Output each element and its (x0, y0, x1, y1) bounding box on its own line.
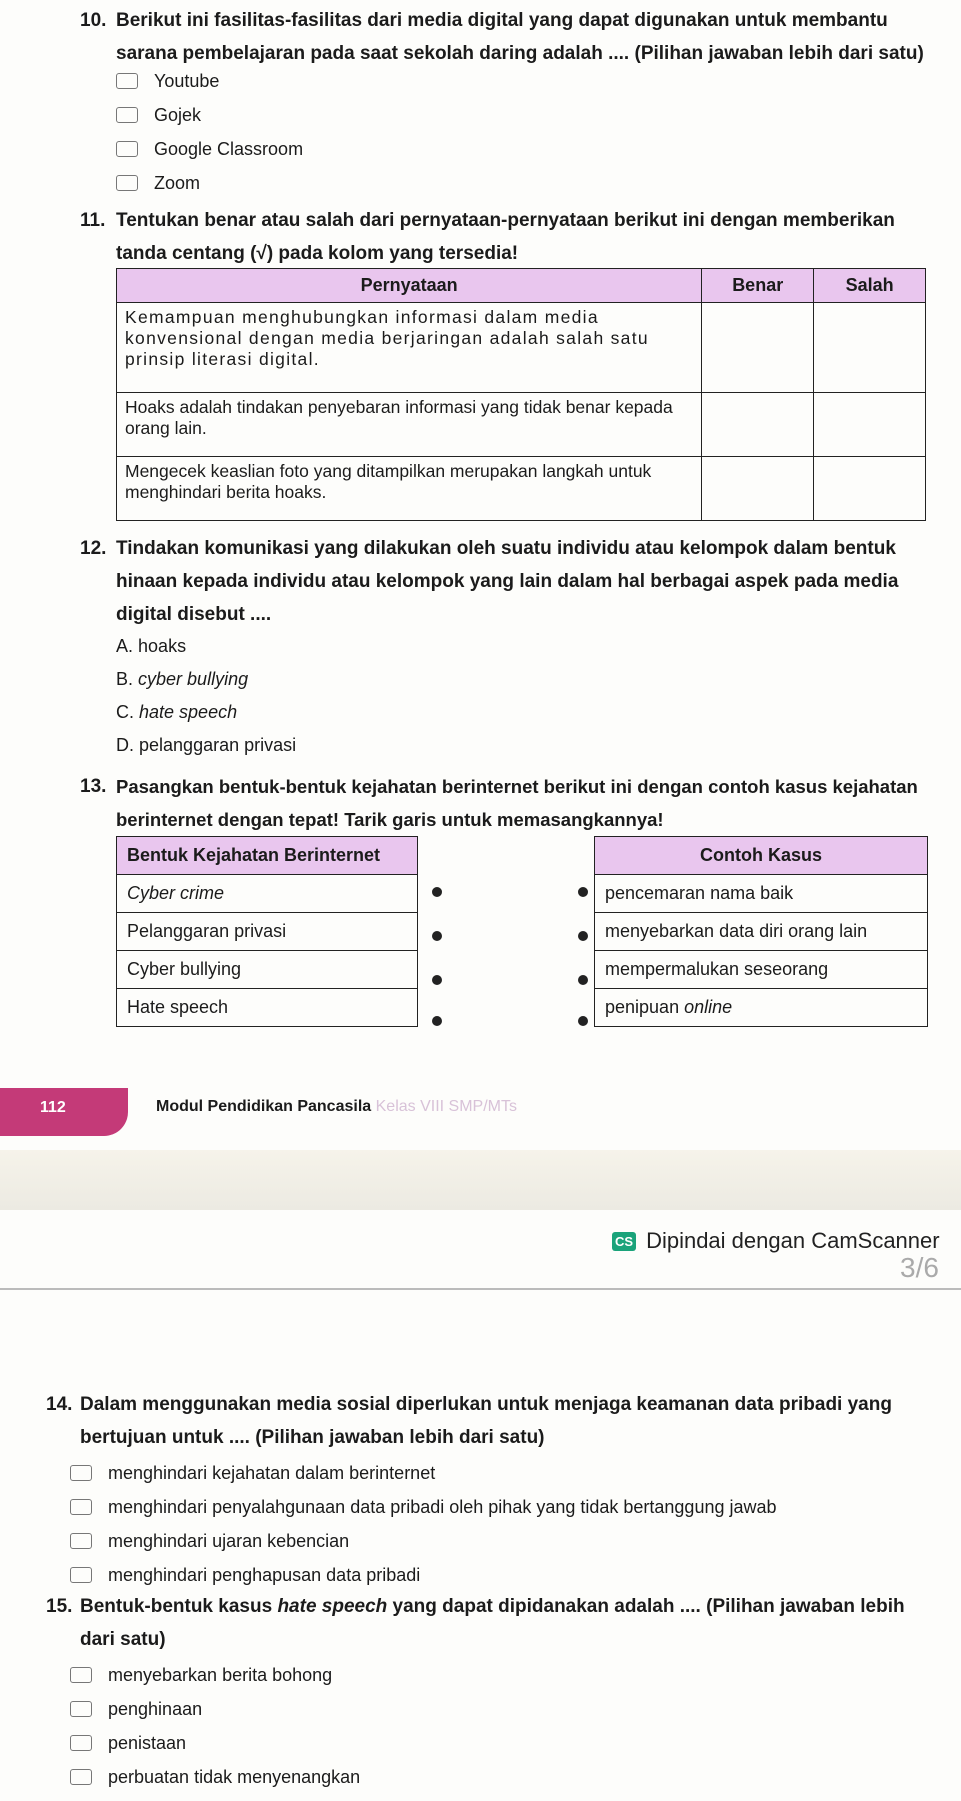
table-row (117, 951, 418, 989)
left-dot[interactable] (432, 1016, 442, 1026)
left-dot[interactable] (432, 887, 442, 897)
table-row (117, 875, 418, 913)
question-number: 12. (80, 538, 107, 559)
option-label: Youtube (154, 70, 220, 91)
question-text: Dalam menggunakan media sosial diperlukan untuk menjaga keamanan data pribadi yang bertujuan untuk .... (Pilihan jawaban lebih dari satu) (80, 1394, 892, 1448)
right-dot[interactable] (578, 887, 588, 897)
question-15 (46, 1590, 926, 1650)
left-header: Bentuk Kejahatan Berinternet (117, 837, 418, 875)
module-title (156, 1098, 517, 1116)
option-4[interactable] (70, 1558, 777, 1592)
checkbox[interactable] (116, 141, 138, 157)
header-statement: Pernyataan (117, 269, 702, 303)
option-d[interactable] (116, 729, 296, 762)
header-true: Benar (702, 269, 814, 303)
table-row (117, 989, 418, 1027)
option-1[interactable] (70, 1658, 360, 1692)
checkbox[interactable] (70, 1533, 92, 1549)
right-dot[interactable] (578, 975, 588, 985)
option-label: penghinaan (108, 1698, 203, 1719)
checkbox[interactable] (116, 73, 138, 89)
left-dot[interactable] (432, 975, 442, 985)
question-10 (80, 4, 930, 64)
statement-cell: Hoaks adalah tindakan penyebaran informasi yang tidak benar kepada orang lain. (117, 393, 702, 457)
checkbox[interactable] (70, 1499, 92, 1515)
option-letter: A. (116, 636, 134, 656)
header-false: Salah (814, 269, 926, 303)
left-item: Cyber crime (127, 883, 225, 903)
option-label: Google Classroom (154, 138, 304, 159)
right-header: Contoh Kasus (595, 837, 928, 875)
option-a[interactable] (116, 630, 296, 663)
right-item (595, 989, 928, 1027)
checkbox[interactable] (70, 1769, 92, 1785)
option-2[interactable] (70, 1692, 360, 1726)
page-bottom-shade (0, 1150, 961, 1210)
question-number: 10. (80, 10, 107, 31)
right-dot[interactable] (578, 931, 588, 941)
right-item: mempermalukan seseorang (595, 951, 928, 989)
case-examples-table (594, 836, 928, 1027)
option-label: perbuatan tidak menyenangkan (108, 1766, 361, 1787)
checkbox[interactable] (70, 1465, 92, 1481)
option-gojek[interactable] (116, 98, 303, 132)
option-4[interactable] (70, 1760, 360, 1794)
scan-text: Dipindai dengan CamScanner (646, 1228, 940, 1253)
option-label: penistaan (108, 1732, 187, 1753)
option-letter: C. (116, 702, 134, 722)
true-cell[interactable] (702, 393, 814, 457)
checkbox[interactable] (116, 107, 138, 123)
statement-cell: Mengecek keaslian foto yang ditampilkan merupakan langkah untuk menghindari berita hoaks. (117, 457, 702, 521)
right-item: pencemaran nama baik (595, 875, 928, 913)
table-row (117, 457, 926, 521)
table-row (595, 989, 928, 1027)
option-label: menghindari penyalahgunaan data pribadi oleh pihak yang tidak bertanggung jawab (108, 1496, 777, 1517)
false-cell[interactable] (814, 393, 926, 457)
option-1[interactable] (70, 1456, 777, 1490)
right-item-text: penipuan online (605, 997, 733, 1017)
option-2[interactable] (70, 1490, 777, 1524)
text-part: yang dapat dipidanakan adalah .... (Pilihan jawaban lebih dari satu) (80, 1596, 905, 1650)
table-row (595, 913, 928, 951)
question-text: Tindakan komunikasi yang dilakukan oleh suatu individu atau kelompok dalam bentuk hinaan kepada individu atau kelompok yang lain dalam hal berbagai aspek pada media digital disebut .... (116, 538, 899, 625)
camscanner-watermark (612, 1228, 940, 1254)
page-count: 3/6 (900, 1252, 939, 1283)
false-cell[interactable] (814, 303, 926, 393)
option-youtube[interactable] (116, 64, 303, 98)
checkbox[interactable] (70, 1667, 92, 1683)
statement-cell: Kemampuan menghubungkan informasi dalam media konvensional dengan media berjaringan adalah salah satu prinsip literasi digital. (117, 303, 702, 393)
question-number: 11. (80, 210, 106, 231)
question-13 (80, 770, 940, 830)
true-cell[interactable] (702, 457, 814, 521)
option-label: hate speech (139, 702, 238, 722)
false-cell[interactable] (814, 457, 926, 521)
left-item: Pelanggaran privasi (117, 913, 418, 951)
left-dot[interactable] (432, 931, 442, 941)
table-row (117, 913, 418, 951)
question-12 (80, 532, 930, 625)
option-letter: B. (116, 669, 134, 689)
text-emphasis: hate speech (277, 1596, 388, 1617)
option-label: Zoom (154, 172, 201, 193)
question-text (80, 1590, 926, 1656)
crime-types-table (116, 836, 418, 1027)
checkbox[interactable] (70, 1735, 92, 1751)
page-number: 112 (0, 1088, 128, 1136)
question-text: Pasangkan bentuk-bentuk kejahatan berinternet berikut ini dengan contoh kasus kejahatan berinternet dengan tepat! Tarik garis untuk memasangkannya! (116, 776, 918, 830)
page-divider (0, 1288, 961, 1290)
right-item: menyebarkan data diri orang lain (595, 913, 928, 951)
table-row (595, 875, 928, 913)
option-label: menghindari penghapusan data pribadi (108, 1564, 421, 1585)
option-label: Gojek (154, 104, 202, 125)
checkbox[interactable] (116, 175, 138, 191)
option-3[interactable] (70, 1524, 777, 1558)
option-label: pelanggaran privasi (139, 735, 297, 755)
q10-options (116, 64, 303, 200)
option-label: menyebarkan berita bohong (108, 1664, 333, 1685)
q12-options (116, 630, 296, 762)
question-text: Berikut ini fasilitas-fasilitas dari media digital yang dapat digunakan untuk membantu sarana pembelajaran pada saat sekolah daring adalah .... (Pilihan jawaban lebih dari satu) (116, 10, 924, 64)
true-false-table (116, 268, 926, 521)
true-cell[interactable] (702, 303, 814, 393)
question-14 (46, 1388, 926, 1448)
italic-word: online (684, 997, 733, 1017)
table-row (117, 393, 926, 457)
option-zoom[interactable] (116, 166, 303, 200)
table-row (595, 951, 928, 989)
question-number: 13. (80, 776, 107, 797)
camscanner-icon: CS (612, 1232, 636, 1251)
left-item: Cyber bullying (117, 951, 418, 989)
option-label: hoaks (138, 636, 187, 656)
table-row (117, 303, 926, 393)
option-google-classroom[interactable] (116, 132, 303, 166)
checkbox[interactable] (70, 1567, 92, 1583)
option-label: cyber bullying (138, 669, 249, 689)
option-letter: D. (116, 735, 134, 755)
option-c[interactable] (116, 696, 296, 729)
option-label: menghindari kejahatan dalam berinternet (108, 1462, 436, 1483)
option-3[interactable] (70, 1726, 360, 1760)
left-item: Hate speech (117, 989, 418, 1027)
q15-options (70, 1658, 360, 1794)
q14-options (70, 1456, 777, 1592)
question-number: 15. (46, 1596, 73, 1617)
right-dot[interactable] (578, 1016, 588, 1026)
module-title-text: Modul Pendidikan Pancasila (156, 1098, 372, 1115)
question-11 (80, 204, 930, 264)
text-part: Bentuk-bentuk kasus (80, 1596, 278, 1617)
module-subtitle: Kelas VIII SMP/MTs (375, 1098, 517, 1115)
question-text: Tentukan benar atau salah dari pernyataan-pernyataan berikut ini dengan memberikan tanda centang (√) pada kolom yang tersedia! (116, 210, 895, 264)
question-number: 14. (46, 1394, 73, 1415)
checkbox[interactable] (70, 1701, 92, 1717)
option-b[interactable] (116, 663, 296, 696)
option-label: menghindari ujaran kebencian (108, 1530, 350, 1551)
